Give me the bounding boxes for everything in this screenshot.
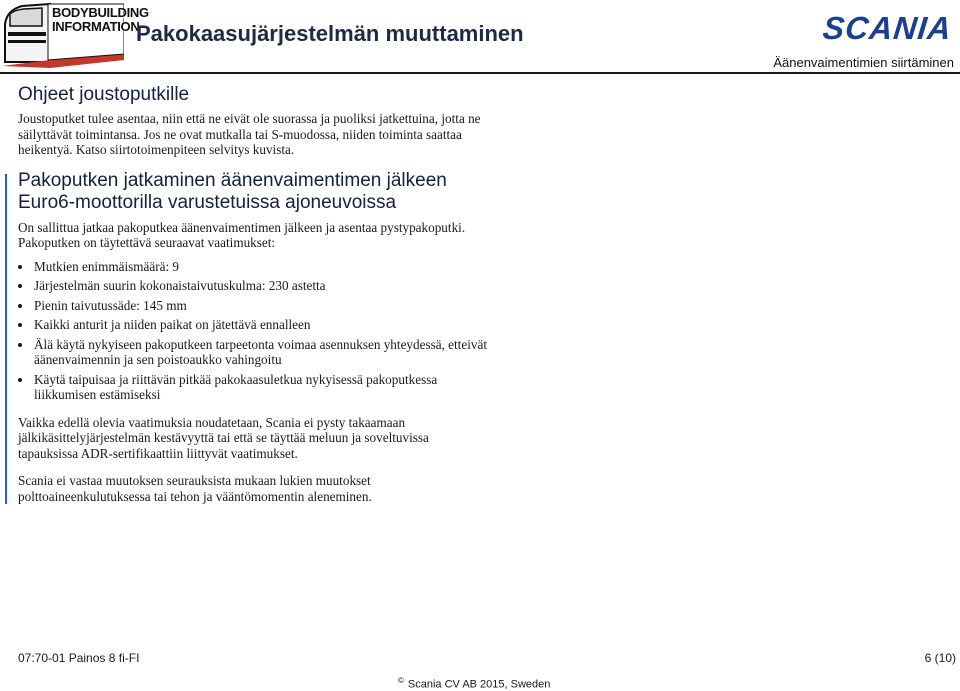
copyright-text: Scania CV AB 2015, Sweden — [407, 678, 551, 691]
document-body — [18, 84, 488, 504]
scania-logo: SCANIA — [821, 10, 954, 46]
paragraph: Joustoputket tulee asentaa, niin että ne eivät ole suorassa ja puoliksi jatkettuina, jotta ne säilyttävät toimintansa. Jos ne ovat mutkalla tai S-muodossa, niiden toiminta saattaa heikentyä. Katso siirtotoimenpiteen selvitys kuvista. — [18, 111, 481, 157]
page-number: 6 (10) — [924, 651, 956, 665]
page-title: Pakokaasujärjestelmän muuttaminen — [136, 21, 524, 46]
list-item: Älä käytä nykyiseen pakoputkeen tarpeetonta voimaa asennuksen yhteydessä, etteivät äänenvaimennin ja sen poistoaukko vahingoitu — [18, 337, 488, 368]
list-item: Kaikki anturit ja niiden paikat on jätettävä ennalleen — [18, 317, 488, 333]
bodybuilding-logo — [2, 2, 149, 68]
list-item: Pienin taivutussäde: 145 mm — [18, 298, 488, 314]
change-bar — [5, 174, 7, 504]
list-item: Mutkien enimmäismäärä: 9 — [18, 259, 488, 275]
paragraph: Vaikka edellä olevia vaatimuksia noudatetaan, Scania ei pysty takaamaan jälkikäsittelyjärjestelmän kestävyyttä tai että se täyttää meluun ja soveltuvissa tapauksissa ADR-sertifikaattiin liittyvät vaatimukset. — [18, 414, 429, 461]
copyright-symbol: © — [398, 676, 404, 685]
requirements-list — [18, 259, 488, 403]
paragraph: Scania ei vastaa muutoksen seurauksista mukaan lukien muutokset polttoaineenkulutuksessa tai tehon ja vääntömomentin aleneminen. — [18, 473, 372, 504]
header-divider — [0, 72, 960, 74]
logo-line-1: BODYBUILDING — [52, 5, 149, 20]
document-reference: 07:70-01 Painos 8 fi-FI — [18, 651, 140, 665]
logo-line-2: INFORMATION — [52, 19, 140, 34]
section-heading: Pakoputken jatkaminen äänenvaimentimen jälkeen Euro6-moottorilla varustetuissa ajoneuvoissa — [18, 169, 447, 213]
list-item: Järjestelmän suurin kokonaistaivutuskulma: 230 astetta — [18, 278, 488, 294]
section-heading: Ohjeet joustoputkille — [18, 84, 190, 105]
paragraph: On sallittua jatkaa pakoputkea äänenvaimentimen jälkeen ja asentaa pystypakoputki. Pakoputken on täytettävä seuraavat vaatimukset: — [18, 219, 466, 250]
section-name: Äänenvaimentimien siirtäminen — [773, 55, 954, 70]
copyright — [398, 676, 550, 691]
list-item: Käytä taipuisaa ja riittävän pitkää pakokaasuletkua nykyisessä pakoputkessa liikkumisen estämiseksi — [18, 372, 488, 403]
